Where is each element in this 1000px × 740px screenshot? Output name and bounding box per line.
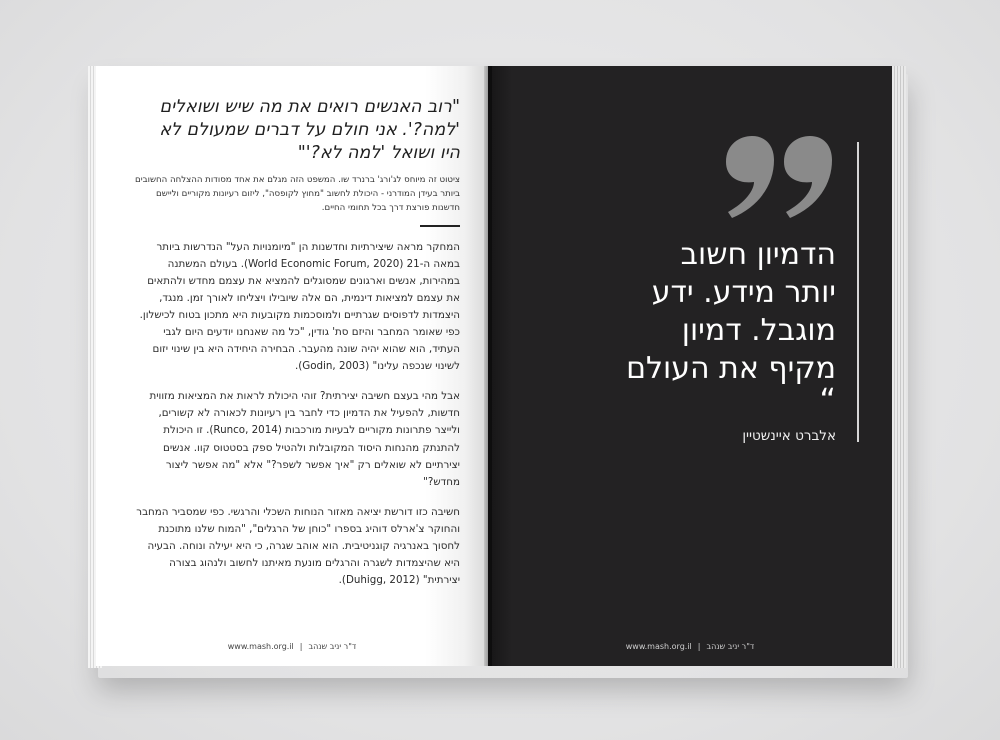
right-page-stack-edge <box>892 66 906 668</box>
footer-separator: | <box>697 642 701 651</box>
book-spine-shadow <box>484 66 492 666</box>
feature-quote <box>516 236 836 388</box>
closing-quote-mark: “ <box>819 381 836 419</box>
footer-url: www.mash.org.il <box>227 642 294 651</box>
quote-attribution-note: ציטוט זה מיוחס לג'ורג' ברנרד שו. המשפט הזה מגלם את אחד מסודות ההצלחה החשובים ביותר בעידן המודרני - היכולת לחשוב "מחוץ לקופסה", ליזום רעיונות מקוריים וליישם חדשנות פורצת דרך בכל תחומי החיים. <box>135 175 460 213</box>
footer-separator: | <box>299 642 303 651</box>
quote-mark-icon <box>714 132 834 222</box>
body-paragraph: המחקר מראה שיצירתיות וחדשנות הן "מיומנויות העל" הנדרשות ביותר במאה ה-21 (World Economic Forum, 2020). בעולם המשתנה במהירות, אנשים וארגונים שמסוגלים להמציא את עצמם מחדש ולהתאים את עצמם למציאות דינמית, הם אלה שיובילו ויצליחו לאורך זמן. מנגד, היצמדות לדפוסים שגרתיים ולמוסכמות מקובעות היא מתכון בטוח לכישלון. כפי שאומר המחבר והיזם סת' גודין, "כל מה שאנחנו יודעים היום לגבי העתיד, הוא שהוא יהיה שונה מהעבר. הבחירה היחידה היא בין שינוי יזום לשינוי שנכפה עלינו" (Godin, 2003). <box>139 240 460 373</box>
footer-author: ד"ר יניב שנהב <box>308 642 357 651</box>
quote-author: אלברט איינשטיין <box>742 428 836 444</box>
right-page <box>488 66 892 666</box>
feature-quote-line: הדמיון חשוב <box>680 237 836 272</box>
pull-quote: "רוב האנשים רואים את מה שיש ושואלים 'למה?'. אני חולם על דברים שמעולם לא היו ושואל 'למה לא?'" <box>159 97 460 163</box>
feature-quote-line: יותר מידע. ידע <box>651 275 836 310</box>
vertical-rule <box>857 142 859 442</box>
body-paragraph: חשיבה כזו דורשת יציאה מאזור הנוחות השכלי והרגשי. כפי שמסביר המחבר והחוקר צ'ארלס דוהיג בספרו "כוחן של הרגלים", "המוח שלנו מתוכנת לחסוך באנרגיה קוגניטיבית. הוא אוהב שגרה, כי היא יעילה ונוחה. הבעיה היא שהיצמדות לשגרה והרגלים מונעת מאיתנו לחשוב ולנהוג בצורה יצירתית" (Duhigg, 2012). <box>136 505 460 587</box>
feature-quote-line: מוגבל. דמיון <box>681 313 836 348</box>
section-divider <box>420 225 460 227</box>
footer-url: www.mash.org.il <box>625 642 692 651</box>
left-page-footer <box>96 642 488 651</box>
body-paragraph: אבל מהי בעצם חשיבה יצירתית? זוהי היכולת לראות את המציאות מזווית חדשות, להפעיל את הדמיון כדי לחבר בין רעיונות לכאורה לא קשורים, ולייצר פתרונות מקוריים לבעיות מורכבות (Runco, 2014). זו היכולת להתנתק מהנחות היסוד המקובלות ולהטיל ספק בסטטוס קוו. אנשים יצירתיים לא שואלים רק "איך אפשר לשפר?" אלא "מה אפשר ליצור מחדש?" <box>149 390 460 488</box>
footer-author: ד"ר יניב שנהב <box>706 642 755 651</box>
left-page-content <box>134 96 460 602</box>
left-page <box>96 66 488 666</box>
right-page-footer <box>488 642 892 651</box>
feature-quote-line: מקיף את העולם <box>626 351 836 386</box>
